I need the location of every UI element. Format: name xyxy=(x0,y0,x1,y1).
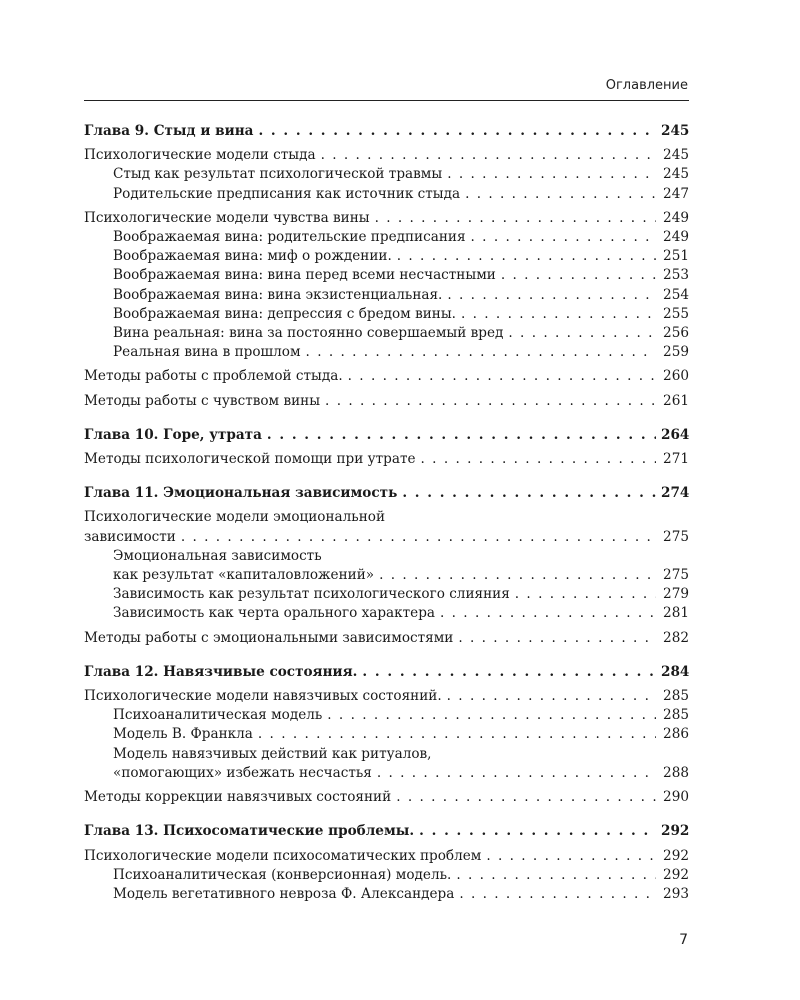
toc-subentry[interactable] xyxy=(84,866,689,885)
toc-entry[interactable] xyxy=(84,209,689,228)
dot-leader xyxy=(447,286,656,305)
toc-page-number: 261 xyxy=(663,392,689,409)
toc-entry-title: Психологические модели психосоматических проблем xyxy=(84,847,482,864)
toc-subentry[interactable] xyxy=(84,247,689,266)
toc-subentry[interactable] xyxy=(84,725,689,744)
toc-entry-title: Психологические модели эмоциональной xyxy=(84,509,386,526)
toc-entry-line xyxy=(113,745,689,764)
toc-entry-title: Глава 10. Горе, утрата xyxy=(84,426,262,443)
toc-page-number: 285 xyxy=(663,688,689,705)
toc-page-number: 245 xyxy=(663,166,689,183)
dot-leader xyxy=(181,528,656,547)
dot-leader xyxy=(377,764,656,783)
toc-page-number: 264 xyxy=(661,426,690,443)
toc-entry[interactable] xyxy=(84,392,689,411)
toc-entry-title: Психологические модели навязчивых состояний. xyxy=(84,688,442,705)
toc-page-number: 290 xyxy=(663,789,689,806)
dot-leader xyxy=(327,706,656,725)
dot-leader xyxy=(375,209,656,228)
toc-entry-title: Реальная вина в прошлом xyxy=(113,344,301,361)
toc-entry-title: Зависимость как результат психологического слияния xyxy=(113,586,510,603)
toc-page-number: 274 xyxy=(661,485,690,502)
toc-entry-title: Вина реальная: вина за постоянно совершаемый вред xyxy=(113,325,504,342)
dot-leader xyxy=(396,788,656,807)
toc-entry-title: Психологические модели стыда xyxy=(84,147,316,164)
toc-entry-line xyxy=(113,566,689,585)
toc-entry-title: Глава 11. Эмоциональная зависимость xyxy=(84,485,398,502)
header-rule xyxy=(84,100,689,101)
toc-page-number: 249 xyxy=(663,209,689,226)
toc-page-number: 285 xyxy=(663,707,689,724)
toc-page-number: 255 xyxy=(663,305,689,322)
toc-page-number: 286 xyxy=(663,726,689,743)
dot-leader xyxy=(379,566,656,585)
toc-entry-title: Воображаемая вина: вина перед всеми несчастными xyxy=(113,267,496,284)
dot-leader xyxy=(258,122,656,141)
toc-subentry[interactable] xyxy=(84,745,689,783)
dot-leader xyxy=(321,146,656,165)
dot-leader xyxy=(459,885,656,904)
toc-subentry[interactable] xyxy=(84,706,689,725)
dot-leader xyxy=(461,305,656,324)
dot-leader xyxy=(486,847,656,866)
dot-leader xyxy=(325,392,656,411)
dot-leader xyxy=(306,343,656,362)
toc-page-number: 275 xyxy=(663,567,689,584)
toc-page-number: 281 xyxy=(663,605,689,622)
dot-leader xyxy=(267,426,656,445)
table-of-contents xyxy=(84,122,689,904)
toc-entry-title: Эмоциональная зависимость xyxy=(113,547,322,564)
toc-entry-title: Психологические модели чувства вины xyxy=(84,209,370,226)
toc-subentry[interactable] xyxy=(84,585,689,604)
toc-chapter[interactable] xyxy=(84,426,689,445)
toc-entry-line xyxy=(113,764,689,783)
toc-entry-title: Методы коррекции навязчивых состояний xyxy=(84,789,392,806)
toc-page-number: 292 xyxy=(661,823,690,840)
dot-leader xyxy=(447,165,656,184)
toc-entry-title: Психоаналитическая (конверсионная) модель. xyxy=(113,866,452,883)
toc-page-number: 253 xyxy=(663,267,689,284)
toc-entry[interactable] xyxy=(84,146,689,165)
toc-subentry[interactable] xyxy=(84,547,689,585)
toc-page-number: 271 xyxy=(663,451,689,468)
toc-page-number: 245 xyxy=(663,147,689,164)
toc-entry-title-cont: «помогающих» избежать несчастья xyxy=(113,764,372,781)
toc-entry[interactable] xyxy=(84,508,689,546)
dot-leader xyxy=(465,185,656,204)
toc-entry-title: Методы работы с проблемой стыда. xyxy=(84,368,343,385)
toc-entry-title-cont: как результат «капиталовложений» xyxy=(113,567,375,584)
dot-leader xyxy=(421,450,656,469)
toc-subentry[interactable] xyxy=(84,305,689,324)
toc-page-number: 259 xyxy=(663,344,689,361)
toc-entry-title-cont: зависимости xyxy=(84,528,176,545)
toc-chapter[interactable] xyxy=(84,122,689,141)
dot-leader xyxy=(447,687,656,706)
toc-page-number: 275 xyxy=(663,528,689,545)
toc-entry[interactable] xyxy=(84,687,689,706)
toc-page-number: 293 xyxy=(663,885,689,902)
dot-leader xyxy=(458,629,656,648)
dot-leader xyxy=(402,484,656,503)
toc-entry-title: Воображаемая вина: вина экзистенциальная. xyxy=(113,286,443,303)
toc-subentry[interactable] xyxy=(84,324,689,343)
toc-entry-title: Методы работы с чувством вины xyxy=(84,392,321,409)
toc-page-number: 279 xyxy=(663,586,689,603)
dot-leader xyxy=(501,266,656,285)
dot-leader xyxy=(362,663,656,682)
toc-entry-title: Глава 13. Психосоматические проблемы. xyxy=(84,823,415,840)
toc-entry[interactable] xyxy=(84,629,689,648)
toc-subentry[interactable] xyxy=(84,885,689,904)
toc-subentry[interactable] xyxy=(84,343,689,362)
toc-subentry[interactable] xyxy=(84,286,689,305)
toc-entry-title: Модель вегетативного невроза Ф. Александера xyxy=(113,885,455,902)
toc-entry-title: Воображаемая вина: родительские предписания xyxy=(113,229,466,246)
toc-entry-title: Глава 12. Навязчивые состояния. xyxy=(84,663,358,680)
toc-entry-title: Методы психологической помощи при утрате xyxy=(84,451,416,468)
dot-leader xyxy=(471,228,656,247)
toc-page-number: 245 xyxy=(661,123,690,139)
toc-entry-title: Воображаемая вина: миф о рождении. xyxy=(113,248,392,265)
toc-page-number: 251 xyxy=(663,248,689,265)
toc-chapter[interactable] xyxy=(84,484,689,503)
toc-subentry[interactable] xyxy=(84,228,689,247)
toc-page-number: 292 xyxy=(663,866,689,883)
toc-entry[interactable] xyxy=(84,788,689,807)
toc-entry-line xyxy=(84,508,689,527)
toc-entry-title: Стыд как результат психологической травмы xyxy=(113,166,443,183)
dot-leader xyxy=(508,324,656,343)
toc-entry[interactable] xyxy=(84,450,689,469)
toc-chapter[interactable] xyxy=(84,822,689,841)
dot-leader xyxy=(440,604,656,623)
toc-entry-line xyxy=(113,547,689,566)
toc-page-number: 249 xyxy=(663,229,689,246)
toc-subentry[interactable] xyxy=(84,185,689,204)
toc-subentry[interactable] xyxy=(84,604,689,623)
toc-page-number: 254 xyxy=(663,286,689,303)
toc-entry-title: Глава 9. Стыд и вина xyxy=(84,123,254,139)
toc-page-number: 292 xyxy=(663,847,689,864)
toc-entry-title: Модель навязчивых действий как ритуалов, xyxy=(113,745,432,762)
dot-leader xyxy=(419,822,656,841)
toc-page-number: 260 xyxy=(663,368,689,385)
toc-page-number: 282 xyxy=(663,629,689,646)
dot-leader xyxy=(258,725,656,744)
toc-entry-title: Воображаемая вина: депрессия с бредом вины. xyxy=(113,305,456,322)
toc-page-number: 247 xyxy=(663,185,689,202)
dot-leader xyxy=(397,247,656,266)
toc-page-number: 288 xyxy=(663,764,689,781)
toc-entry[interactable] xyxy=(84,367,689,386)
toc-entry-title: Методы работы с эмоциональными зависимостями xyxy=(84,629,454,646)
dot-leader xyxy=(456,866,656,885)
toc-chapter[interactable] xyxy=(84,663,689,682)
toc-entry-title: Зависимость как черта орального характера xyxy=(113,605,436,622)
toc-page-number: 256 xyxy=(663,325,689,342)
dot-leader xyxy=(348,367,656,386)
toc-page-number: 284 xyxy=(661,663,690,680)
page-number: 7 xyxy=(679,932,688,948)
toc-entry-title: Модель В. Франкла xyxy=(113,726,253,743)
toc-entry-title: Психоаналитическая модель xyxy=(113,707,323,724)
toc-subentry[interactable] xyxy=(84,266,689,285)
running-head: Оглавление xyxy=(605,78,688,93)
toc-subentry[interactable] xyxy=(84,165,689,184)
toc-entry[interactable] xyxy=(84,847,689,866)
toc-entry-title: Родительские предписания как источник стыда xyxy=(113,185,461,202)
dot-leader xyxy=(515,585,656,604)
toc-entry-line xyxy=(84,528,689,547)
